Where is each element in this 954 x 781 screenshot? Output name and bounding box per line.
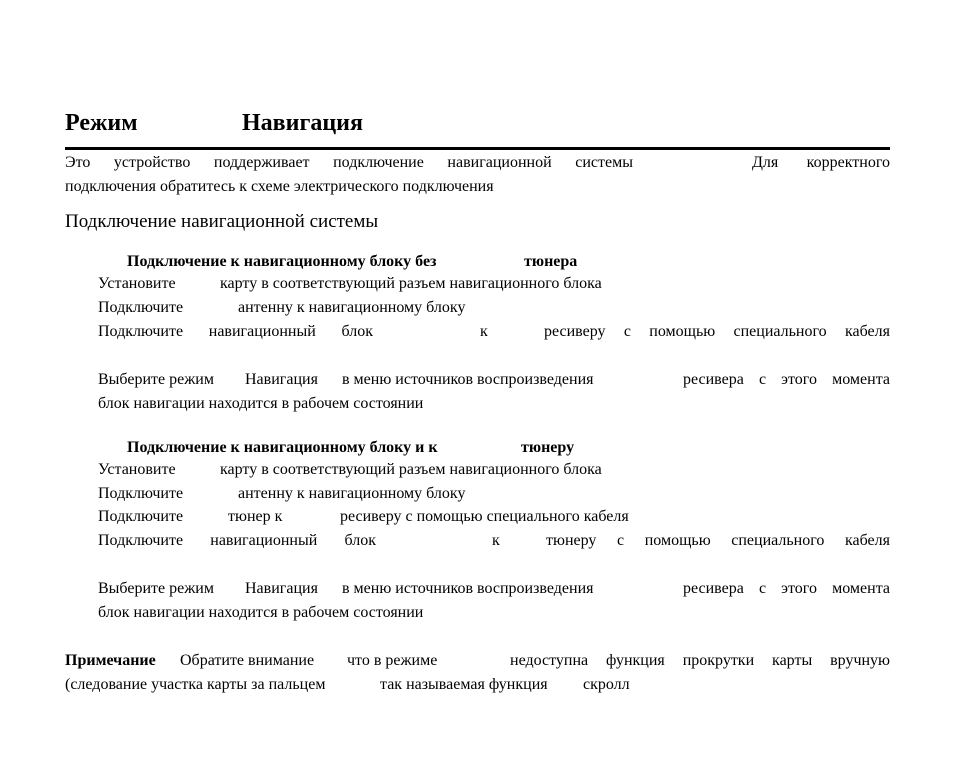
block2-select-line2: блок навигации находится в рабочем состоянии bbox=[98, 604, 424, 621]
block1-step1-verb: Установите bbox=[98, 275, 176, 292]
block1-select-mode: Навигация bbox=[245, 371, 318, 388]
block2-step2-text: антенну к навигационному блоку bbox=[238, 485, 466, 502]
note-text-b: что в режиме bbox=[347, 652, 438, 669]
block1-step1-text: карту в соответствующий разъем навигационного блока bbox=[220, 275, 602, 292]
block1-step3-k: к bbox=[480, 323, 488, 340]
block2-step1-text: карту в соответствующий разъем навигационного блока bbox=[220, 461, 602, 478]
block1-select-line2: блок навигации находится в рабочем состоянии bbox=[98, 395, 424, 412]
block1-heading: Подключение к навигационному блоку без bbox=[127, 253, 437, 270]
block2-select-d: ресивера с этого момента bbox=[683, 580, 890, 597]
block2-step3-verb: Подключите bbox=[98, 508, 184, 525]
intro-line-1: Это устройство поддерживает подключение навигационной системы bbox=[65, 154, 633, 171]
block2-step4-k: к bbox=[492, 532, 500, 549]
note-line2-a: (следование участка карты за пальцем bbox=[65, 676, 326, 693]
note-text-a: Обратите внимание bbox=[180, 652, 315, 669]
block2-select-mode: Навигация bbox=[245, 580, 318, 597]
block1-select-c: в меню источников воспроизведения bbox=[342, 371, 594, 388]
block2-heading-tuner: тюнеру bbox=[521, 439, 575, 456]
note-text-c: недоступна функция прокрутки карты вручную bbox=[510, 652, 890, 669]
block2-step3-text: ресиверу с помощью специального кабеля bbox=[340, 508, 629, 525]
block2-step4-b: тюнеру с помощью специального кабеля bbox=[546, 532, 890, 549]
note-line2-c: скролл bbox=[583, 676, 630, 693]
block2-select-c: в меню источников воспроизведения bbox=[342, 580, 594, 597]
block2-step1-verb: Установите bbox=[98, 461, 176, 478]
block1-select-d: ресивера с этого момента bbox=[683, 371, 890, 388]
section-title: Подключение навигационной системы bbox=[65, 211, 379, 232]
block2-step4-a: Подключите навигационный блок bbox=[98, 532, 376, 549]
block2-select-a: Выберите режим bbox=[98, 580, 214, 597]
page-title-navigation: Навигация bbox=[242, 110, 363, 136]
block1-heading-tuner: тюнера bbox=[524, 253, 578, 270]
block2-step2-verb: Подключите bbox=[98, 485, 184, 502]
intro-line-1-tail: Для корректного bbox=[752, 154, 890, 171]
page-title-mode: Режим bbox=[65, 110, 138, 136]
block1-select-a: Выберите режим bbox=[98, 371, 214, 388]
block2-heading: Подключение к навигационному блоку и к bbox=[127, 439, 438, 456]
block2-step3-tuner: тюнер к bbox=[228, 508, 283, 525]
title-divider bbox=[65, 147, 890, 150]
note-line2-b: так называемая функция bbox=[380, 676, 548, 693]
block1-step2-text: антенну к навигационному блоку bbox=[238, 299, 466, 316]
block1-step2-verb: Подключите bbox=[98, 299, 184, 316]
block1-step3-b: ресиверу с помощью специального кабеля bbox=[544, 323, 890, 340]
note-label: Примечание bbox=[65, 652, 156, 669]
block1-step3-a: Подключите навигационный блок bbox=[98, 323, 373, 340]
intro-line-2: подключения обратитесь к схеме электрического подключения bbox=[65, 178, 494, 195]
